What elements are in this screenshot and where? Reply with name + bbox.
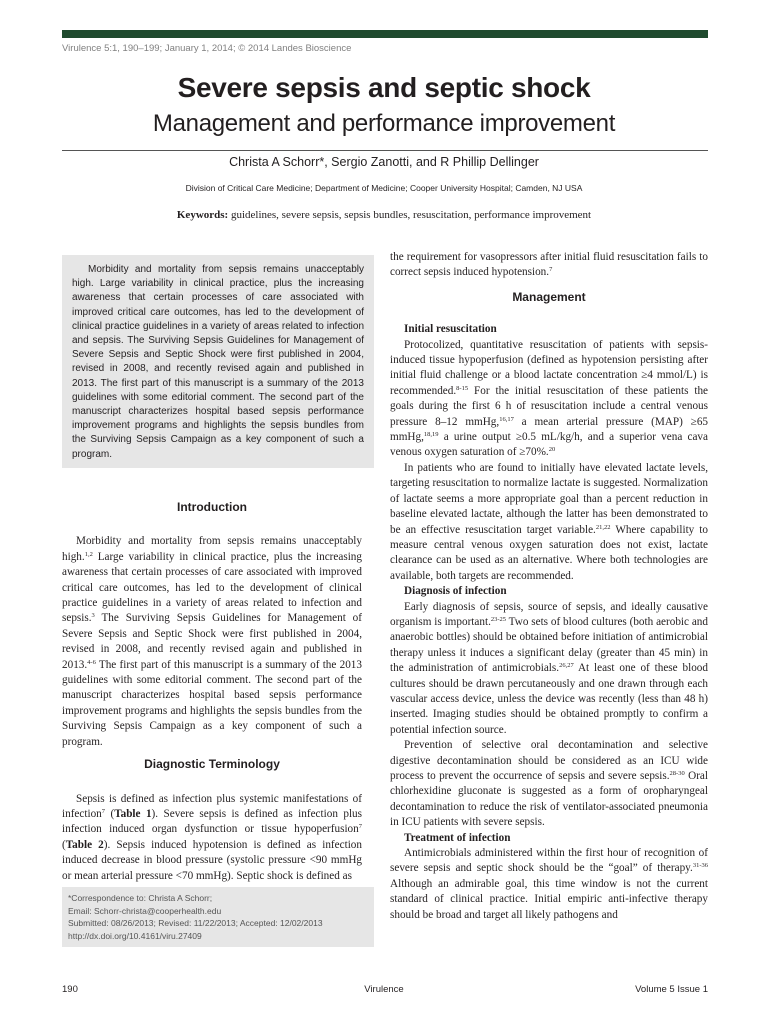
initial-resuscitation-heading: Initial resuscitation	[404, 323, 497, 336]
introduction-heading: Introduction	[177, 500, 247, 514]
article-title: Severe sepsis and septic shock	[177, 72, 591, 103]
treatment-of-infection-heading: Treatment of infection	[404, 831, 511, 844]
footer-volume: Volume 5 Issue 1	[635, 984, 708, 995]
left-column	[62, 500, 362, 884]
journal-citation: Virulence 5:1, 190–199; January 1, 2014; © 2014 Landes Bioscience	[62, 43, 352, 54]
diagnosis-paragraph-1: Early diagnosis of sepsis, source of sepsis, and ideally causative organism is important.$^{23-25}$ Two sets of blood cultures (both aerobic and anaerobic bottles) should be obtained before initiation of antimicrobial therapy unless it induces a significant delay (greater than 45 min) in the administration of antimicrobials.$^{26,27}$ At least one of these blood cultures should be drawn percutaneously and one drawn through each vascular access device, unless the device was recently (less than 48 h) inserted. Imaging studies should be obtained promptly to confirm a potential infection source.	[390, 600, 708, 736]
correspondence-email[interactable]: Email: Schorr-christa@cooperhealth.edu	[68, 905, 222, 916]
introduction-paragraph: Morbidity and mortality from sepsis remains unacceptably high.$^{1,2}$ Large variability in clinical practice, plus the increasing awareness that certain processes of care associated with improved critical care outcomes, has led to the development of clinical practice guidelines in a variety of areas related to infection and sepsis.$^3$ The Surviving Sepsis Guidelines for Management of Severe Sepsis and Septic Shock were first published in 2004, revised in 2008, and recently revised again and published in 2013.$^{4-6}$ The first part of this manuscript is a summary of the 2013 guidelines with some editorial comment. The second part of the manuscript characterizes hospital based sepsis performance improvement programs and highlights the sepsis bundles from the Surviving Sepsis Campaign as a key component of such a program.	[62, 535, 362, 748]
diagnosis-of-infection-heading: Diagnosis of infection	[404, 585, 507, 598]
continued-paragraph: the requirement for vasopressors after initial fluid resuscitation fails to correct sepsis induced hypotension.$^7$	[390, 251, 708, 279]
keywords-label: Keywords:	[176, 209, 229, 221]
correspondence-dates: Submitted: 08/26/2013; Revised: 11/22/2013; Accepted: 12/02/2013	[68, 918, 323, 928]
authors: Christa A Schorr*, Sergio Zanotti, and R Phillip Dellinger	[229, 155, 539, 169]
keywords	[0, 209, 768, 221]
initial-resuscitation-paragraph-2: In patients who are found to initially have elevated lactate levels, targeting resuscitation to normalize lactate is suggested. Normalization of lactate seems a more appropriate goal than a percent reduction in baseline elevated lactate, although the latter has been demonstrated to be an effective resuscitation target variable.$^{21,22}$ Where capability to measure central venous oxygen saturation does not exist, lactate clearance can be used as an alternative. Where both technologies are available, both targets are recommended.	[390, 461, 709, 582]
footer-journal: Virulence	[364, 984, 404, 995]
table2-ref[interactable]: Table 2	[65, 838, 104, 851]
article-subtitle: Management and performance improvement	[152, 110, 616, 137]
treatment-paragraph: Antimicrobials administered within the first hour of recognition of severe sepsis and septic shock should be the “goal” of therapy.$^{31-36}$ Although an admirable goal, this time window is not the current standard of clinical practice. Initial empiric anti-infective therapy should be broad and target all likely pathogens and	[390, 847, 708, 921]
correspondence-doi[interactable]: http://dx.doi.org/10.4161/viru.27409	[68, 930, 202, 941]
keywords-list: guidelines, severe sepsis, sepsis bundles, resuscitation, performance improvement	[228, 209, 592, 221]
correspondence-box	[62, 887, 374, 947]
title-divider	[62, 150, 708, 151]
right-column	[390, 250, 708, 923]
diagnostic-paragraph: Sepsis is defined as infection plus systemic manifestations of infection$^7$ (Table 1). Severe sepsis is defined as infection plus infection induced organ dysfunction or tissue hypoperfusion$^7$ (Table 2). Sepsis induced hypotension is defined as infection induced decrease in blood pressure (systolic pressure <90 mmHg or mean arterial pressure <70 mmHg). Septic shock is defined as	[62, 792, 363, 882]
diagnosis-paragraph-2: Prevention of selective oral decontamination and selective digestive decontamination should be considered as an ICU wide process to prevent the occurrence of sepsis and severe sepsis.$^{28-30}$ Oral chlorhexidine gluconate is suggested as a form of oropharyngeal decontamination to reduce the risk of ventilator-associated pneumonia in ICU patients with severe sepsis.	[390, 739, 708, 829]
diagnostic-terminology-heading: Diagnostic Terminology	[144, 757, 280, 772]
management-heading: Management	[512, 289, 586, 304]
table1-ref[interactable]: Table 1	[114, 807, 152, 820]
page-number: 190	[62, 984, 78, 995]
header-bar	[62, 30, 708, 38]
affiliation: Division of Critical Care Medicine; Department of Medicine; Cooper University Hospital; Camden, NJ USA	[185, 183, 583, 193]
initial-resuscitation-paragraph-1: Protocolized, quantitative resuscitation of patients with sepsis-induced tissue hypoperfusion (defined as hypotension persisting after initial fluid challenge or a blood lactate concentration ≥4 mmol/L) is recommended.$^{8-15}$ For the initial resuscitation of these patients the goals during the first 6 h of resuscitation include a central venous pressure 8–12 mmHg,$^{16,17}$ a mean arterial pressure (MAP) ≥65 mmHg,$^{18,19}$ a urine output ≥0.5 mL/kg/h, and a superior vena cava venous oxygen saturation of ≥70%.$^{20}$	[390, 338, 709, 459]
correspondence-line: *Correspondence to: Christa A Schorr;	[68, 893, 213, 903]
abstract-box: Morbidity and mortality from sepsis remains unacceptably high. Large variability in clinical practice, plus the increasing awareness that certain processes of care associated with improved critical care outcomes, has led to the development of clinical practice guidelines in a variety of areas related to infection and sepsis. The Surviving Sepsis Guidelines for Management of Severe Sepsis and Septic Shock were first published in 2004, revised in 2008, and recently revised again and published in 2013. The first part of this manuscript is a summary of the 2013 guidelines with some editorial comment. The second part of the manuscript characterizes hospital based sepsis performance improvement programs and highlights the sepsis bundles from the Surviving Sepsis Campaign as a key component of such a program.	[62, 255, 374, 468]
